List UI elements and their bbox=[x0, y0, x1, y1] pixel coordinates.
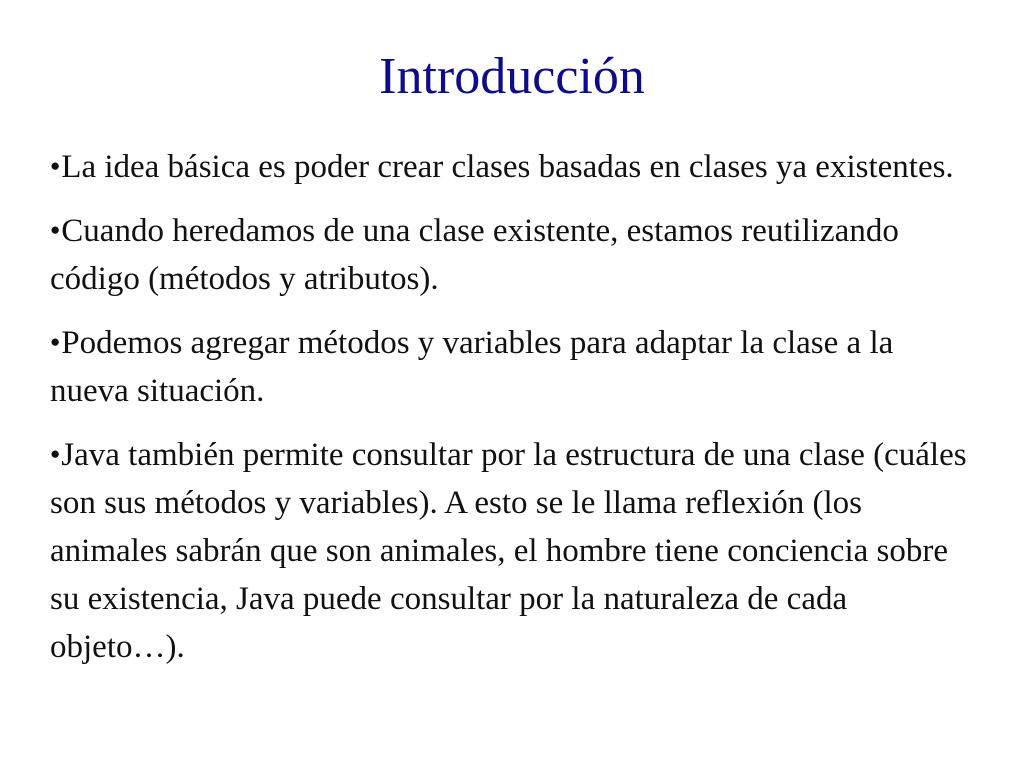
bullet-text: Java también permite consultar por la estructura de una clase (cuáles son sus métodos y variables). A esto se le llama reflexión (los animales sabrán que son animales, el hombre tiene conciencia sobre su existencia, Java puede consultar por la naturaleza de cada objeto…). bbox=[50, 437, 967, 665]
bullet-list bbox=[50, 142, 970, 686]
bullet-item bbox=[50, 430, 970, 671]
bullet-item bbox=[50, 206, 970, 303]
bullet-item bbox=[50, 142, 970, 191]
bullet-dot-icon: ● bbox=[50, 444, 61, 463]
bullet-text: Cuando heredamos de una clase existente, estamos reutilizando código (métodos y atributos). bbox=[50, 213, 899, 297]
bullet-dot-icon: ● bbox=[50, 332, 61, 351]
bullet-item bbox=[50, 318, 970, 415]
bullet-text: Podemos agregar métodos y variables para adaptar la clase a la nueva situación. bbox=[50, 325, 894, 409]
slide-title: Introducción bbox=[379, 48, 645, 105]
bullet-dot-icon: ● bbox=[50, 156, 61, 175]
bullet-dot-icon: ● bbox=[50, 220, 61, 239]
bullet-text: La idea básica es poder crear clases basadas en clases ya existentes. bbox=[61, 149, 954, 185]
